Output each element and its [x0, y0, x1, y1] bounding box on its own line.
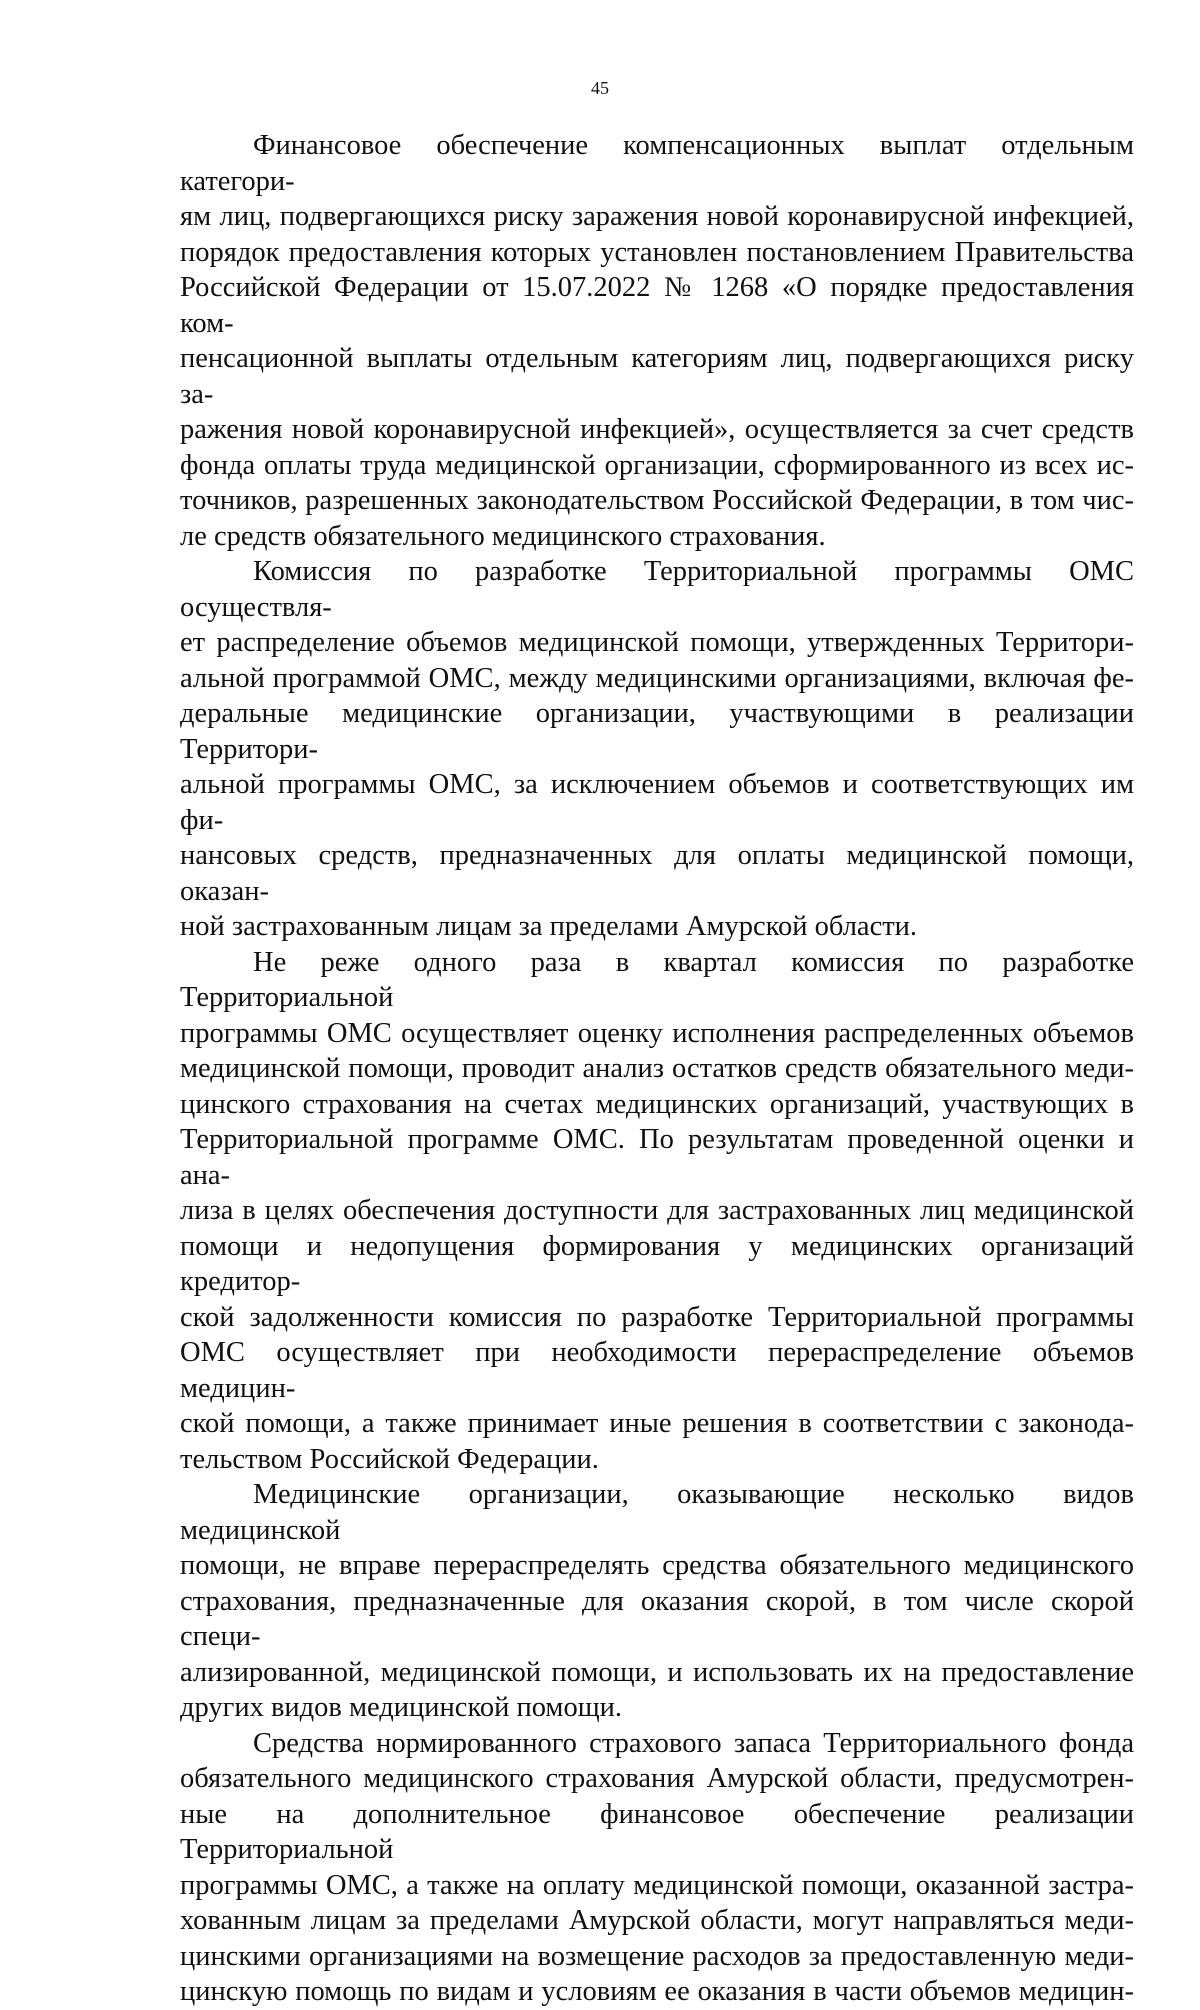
text-line: ражения новой коронавирусной инфекцией», осуществляется за счет средств — [180, 414, 1134, 445]
text-line: лиза в целях обеспечения доступности для застрахованных лиц медицинской — [180, 1195, 1134, 1226]
text-line: ет распределение объемов медицинской помощи, утвержденных Территори- — [180, 627, 1134, 658]
text-line: Комиссия по разработке Территориальной программы ОМС осуществля- — [180, 556, 1134, 623]
text-line: ные на дополнительное финансовое обеспечение реализации Территориальной — [180, 1798, 1134, 1865]
paragraph — [180, 1477, 1134, 1726]
text-line: ОМС осуществляет при необходимости перераспределение объемов медицин- — [180, 1337, 1134, 1404]
text-line: программы ОМС осуществляет оценку исполнения распределенных объемов — [180, 1017, 1134, 1049]
text-line: альной программы ОМС, за исключением объемов и соответствующих им фи- — [180, 769, 1134, 836]
text-line: фонда оплаты труда медицинской организации, сформированного из всех ис- — [180, 449, 1134, 481]
text-line: ализированной, медицинской помощи, и использовать их на предоставление — [180, 1656, 1134, 1688]
page-number: 45 — [591, 78, 609, 98]
document-body — [180, 128, 1134, 2010]
text-line: Средства нормированного страхового запаса Территориального фонда — [253, 1727, 1134, 1759]
text-line: медицинской помощи, проводит анализ остатков средств обязательного меди- — [180, 1053, 1134, 1084]
text-line: цинскими организациями на возмещение расходов за предоставленную меди- — [180, 1940, 1134, 1972]
text-line: ям лиц, подвергающихся риску заражения новой коронавирусной инфекцией, — [180, 201, 1134, 232]
text-line: помощи, не вправе перераспределять средства обязательного медицинского — [180, 1550, 1134, 1581]
text-line: пенсационной выплаты отдельным категориям лиц, подвергающихся риску за- — [180, 343, 1134, 410]
text-line: тельством Российской Федерации. — [180, 1443, 599, 1475]
text-line: помощи и недопущения формирования у медицинских организаций кредитор- — [180, 1230, 1134, 1297]
paragraph — [180, 945, 1134, 1478]
text-line: ле средств обязательного медицинского страхования. — [180, 520, 826, 552]
text-line: хованным лицам за пределами Амурской области, могут направляться меди- — [180, 1905, 1134, 1936]
paragraph — [180, 554, 1134, 945]
text-line: деральные медицинские организации, участвующими в реализации Территори- — [180, 698, 1134, 765]
text-line: страхования, предназначенные для оказания скорой, в том числе скорой специ- — [180, 1585, 1134, 1652]
text-line: цинскую помощь по видам и условиям ее оказания в части объемов медицин- — [180, 1976, 1134, 2007]
text-line: других видов медицинской помощи. — [180, 1692, 623, 1723]
text-line: ной застрахованным лицам за пределами Амурской области. — [180, 911, 918, 942]
text-line: ской помощи, а также принимает иные решения в соответствии с законода- — [180, 1408, 1134, 1439]
text-line: Российской Федерации от 15.07.2022 № 1268 «О порядке предоставления ком- — [180, 272, 1134, 339]
text-line: альной программой ОМС, между медицинскими организациями, включая фе- — [180, 662, 1134, 694]
text-line: программы ОМС, а также на оплату медицинской помощи, оказанной застра- — [180, 1869, 1134, 1901]
paragraph — [180, 1726, 1134, 2010]
text-line: Не реже одного раза в квартал комиссия по разработке Территориальной — [180, 946, 1134, 1013]
text-line: нансовых средств, предназначенных для оплаты медицинской помощи, оказан- — [180, 840, 1134, 907]
text-line: Территориальной программе ОМС. По результатам проведенной оценки и ана- — [180, 1124, 1134, 1191]
paragraph — [180, 128, 1134, 554]
text-line: Медицинские организации, оказывающие несколько видов медицинской — [180, 1479, 1134, 1546]
text-line: точников, разрешенных законодательством Российской Федерации, в том чис- — [180, 485, 1134, 516]
text-line: цинского страхования на счетах медицинских организаций, участвующих в — [180, 1088, 1134, 1120]
text-line: ской задолженности комиссия по разработке Территориальной программы — [180, 1301, 1134, 1333]
text-line: Финансовое обеспечение компенсационных выплат отдельным категори- — [180, 130, 1134, 197]
text-line: обязательного медицинского страхования Амурской области, предусмотрен- — [180, 1763, 1134, 1794]
text-line: порядок предоставления которых установлен постановлением Правительства — [180, 236, 1134, 268]
